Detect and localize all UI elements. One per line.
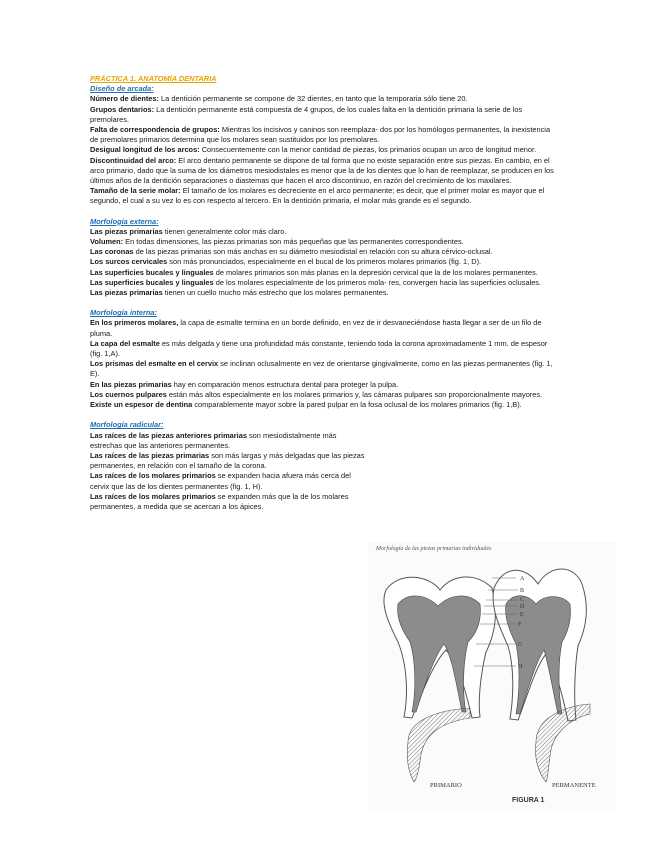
tooth-figure (368, 542, 616, 812)
paragraph: Las piezas primarias tienen un cuello mucho más estrecho que los molares permanentes. (90, 288, 389, 298)
paragraph: Discontinuidad del arco: El arco dentario permanente se dispone de tal forma que no existe separación entre sus piezas. En cambio, en el arco primario, dado que la suma de los diámetros mesiodistales es menor que la de los dientes que lo han de reemplazar, se producen en los últimos años de la dentición separaciones o diastemas que hacen el arco discontinuo, en razón del crecimiento de los maxilares. (90, 155, 554, 186)
radicular-section (90, 420, 365, 512)
paragraph: Grupos dentarios: La dentición permanente está compuesta de 4 grupos, de los cuales falta en la dentición primaria la serie de los premolares. (90, 104, 523, 124)
paragraph: Tamaño de la serie molar: El tamaño de los molares es decreciente en el arco permanente; es decir, que el primer molar es mayor que el segundo, el cual a su vez lo es con respecto al tercero. En la dentición primaria, el molar más grande es el segundo. (90, 186, 545, 206)
figure-label-c: C (520, 597, 525, 603)
figure-label-permanente: PERMANENTE (552, 782, 596, 789)
permanent-enamel-section (535, 704, 590, 782)
section-heading-interna: Morfología interna: (90, 308, 157, 318)
paragraph: Los surcos cervicales son más pronunciados, especialmente en el bucal de los primeros molares primarios (fig. 1, D). (90, 257, 482, 267)
figure-label-b: B (520, 588, 525, 594)
figure-label-h: H (518, 664, 523, 670)
figure-label-f: F (518, 622, 522, 628)
paragraph: Las superficies bucales y linguales de los molares especialmente de los primeros mola- res, convergen hacia las superficies oclusales. (90, 277, 542, 287)
primary-molar-illustration (384, 577, 495, 718)
permanent-molar-illustration (493, 569, 586, 721)
figure-label-a: A (520, 576, 525, 582)
document-title: PRÁCTICA 1. ANATOMÍA DENTARIA (90, 74, 217, 83)
figure-caption: Morfología de las piezas primarias individuales (376, 546, 492, 552)
figure-label-e: E (520, 612, 524, 618)
figure-label-d: D (520, 604, 525, 610)
paragraph: Las raíces de las piezas primarias son más largas y más delgadas que las piezas permanentes, en relación con el tamaño de la corona. (90, 450, 365, 471)
primary-enamel-section (407, 708, 470, 782)
figure-label-g: G (518, 642, 523, 648)
paragraph: Desigual longitud de los arcos: Consecuentemente con la menor cantidad de piezas, los primarios ocupan un arco de longitud menor. (90, 145, 537, 155)
paragraph: Falta de correspondencia de grupos: Mientras los incisivos y caninos son reemplaza- dos por los homólogos permanentes, la inexistencia de premolares primarios determina que los molares sean sustituidos por los premolares. (90, 125, 551, 145)
paragraph: Las piezas primarias tienen generalmente color más claro. (90, 226, 287, 236)
figure-number: FIGURA 1 (512, 797, 545, 804)
section-heading-arcada: Diseño de arcada: (90, 84, 154, 94)
paragraph: Las raíces de los molares primarios se expanden más que la de los molares permanentes, a medida que se acercan a los ápices. (90, 491, 349, 511)
paragraph: Número de dientes: La dentición permanente se compone de 32 dientes, en tanto que la temporaria sólo tiene 20. (90, 94, 468, 104)
figure-label-primario: PRIMARIO (430, 782, 462, 789)
paragraph: En los primeros molares, la capa de esmalte termina en un borde definido, en vez de ir desvaneciéndose hasta llegar a ser de un filo de pluma. (90, 318, 542, 338)
paragraph: Los cuernos pulpares están más altos especialmente en los molares primarios y, las cámaras pulpares son proporcionalmente mayores. (90, 389, 543, 399)
paragraph: Las raíces de las piezas anteriores primarias son mesiodistalmente más estrechas que las anteriores permanentes. (90, 430, 337, 450)
paragraph: Las coronas de las piezas primarias son más anchas en su diámetro mesiodistal en relación con su altura cérvico-oclusal. (90, 247, 493, 257)
section-heading-radicular: Morfología radicular: (90, 420, 164, 430)
paragraph: Existe un espesor de dentina comparablemente mayor sobre la pared pulpar en la fosa oclusal de los molares primarios (fig. 1,B). (90, 400, 522, 410)
tooth-diagram (368, 542, 616, 812)
paragraph: Volumen: En todas dimensiones, las piezas primarias son más pequeñas que las permanentes correspondientes. (90, 237, 464, 247)
paragraph: Las raíces de los molares primarios se expanden hacia afuera más cerca del cervix que las de los dientes permanentes (fig. 1, H). (90, 471, 351, 491)
section-heading-externa: Morfología externa: (90, 216, 159, 226)
paragraph: La capa del esmalte es más delgada y tiene una profundidad más constante, teniendo toda la corona aproximadamente 1 mm. de espesor (fig. 1,A). (90, 338, 548, 359)
paragraph: Las superficies bucales y linguales de molares primarios son más planas en la depresión cervical que la de los molares permanentes. (90, 267, 538, 277)
paragraph: En las piezas primarias hay en comparación menos estructura dental para proteger la pulpa. (90, 379, 399, 389)
paragraph: Los prismas del esmalte en el cervix se inclinan oclusalmente en vez de orientarse gingivalmente, como en las piezas permanentes (fig. 1, E). (90, 359, 553, 379)
document-page (90, 74, 560, 512)
